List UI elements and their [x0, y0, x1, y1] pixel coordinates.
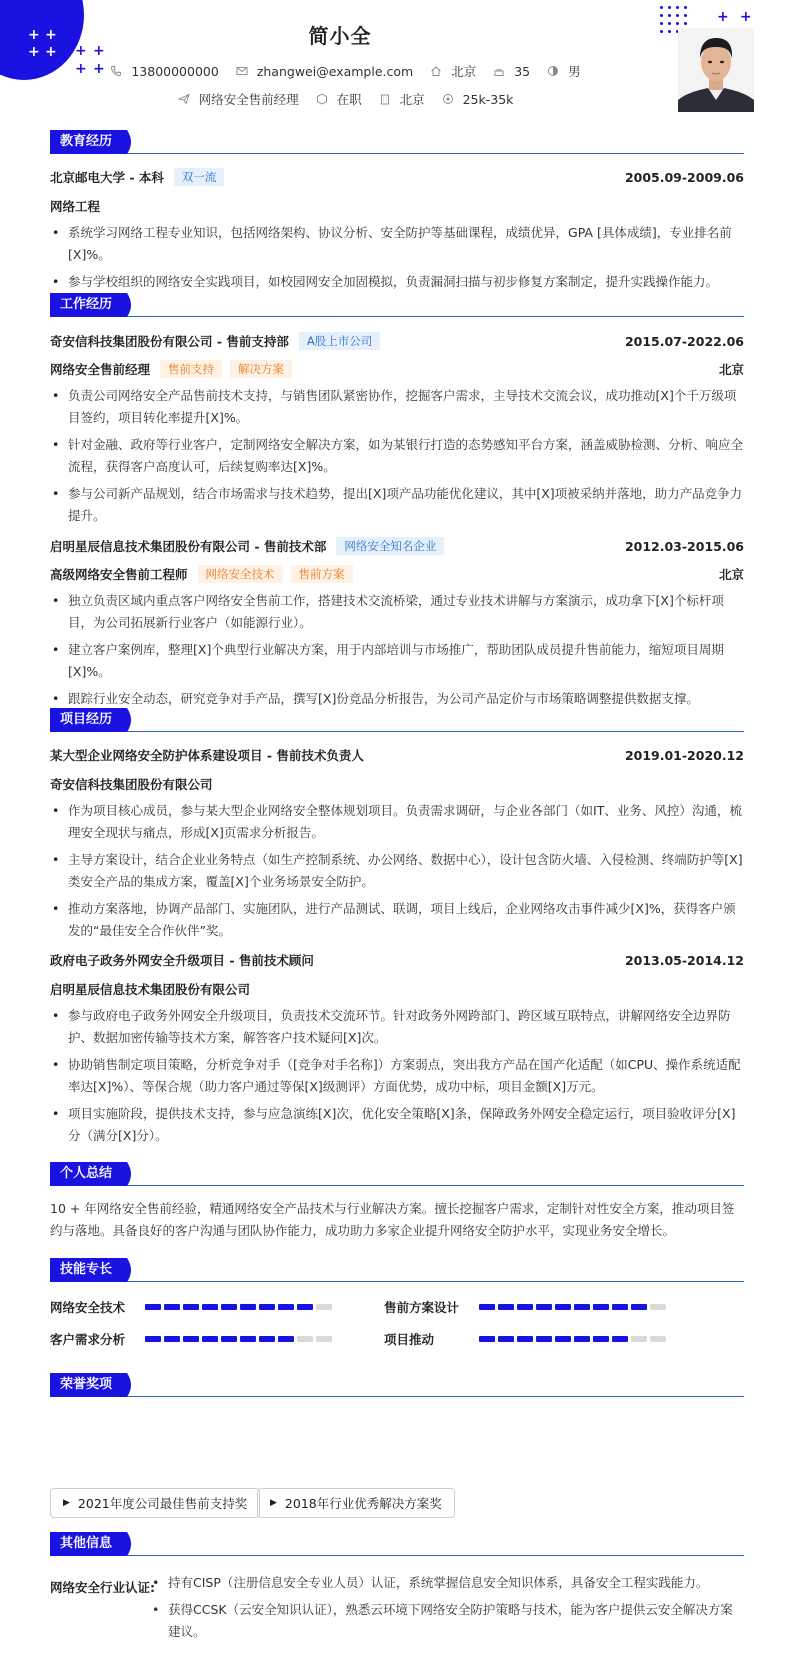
skill-level-segment	[517, 1304, 533, 1310]
section-summary	[50, 1162, 744, 1186]
section-tail	[121, 1162, 137, 1186]
list-item: • 参与公司新产品规划，结合市场需求与技术趋势，提出[X]项产品功能优化建议，其中[X]项被采纳并落地，助力产品竞争力提升。	[50, 483, 744, 527]
skill-level-segment	[574, 1336, 590, 1342]
skill-level-segment	[297, 1336, 313, 1342]
list-item: • 负责公司网络安全产品售前技术支持，与销售团队紧密协作，挖掘客户需求，主导技术交流会议，成功推动[X]个千万级项目签约，项目转化率提升[X]%。	[50, 385, 744, 429]
status-text: 在职	[336, 92, 362, 107]
home-icon	[429, 64, 443, 78]
skill-level-segment	[278, 1304, 294, 1310]
plus-icon: +	[717, 9, 729, 25]
section-tail	[121, 293, 137, 317]
skill-level-segment	[145, 1304, 161, 1310]
skill-bar	[479, 1336, 669, 1342]
project-company: 奇安信科技集团股份有限公司	[50, 777, 213, 792]
list-item: • 主导方案设计，结合企业业务特点（如生产控制系统、办公网络、数据中心），设计包含防火墙、入侵检测、终端防护等[X]类安全产品的集成方案，覆盖[X]个业务场景安全防护。	[50, 849, 744, 893]
section-tail	[121, 1373, 137, 1397]
job-tag: 售前支持	[160, 360, 222, 378]
email-text: zhangwei@example.com	[256, 63, 414, 79]
skill-bar	[145, 1336, 335, 1342]
skill-level-segment	[498, 1336, 514, 1342]
project-company-row	[50, 775, 744, 793]
skill-level-segment	[593, 1336, 609, 1342]
skill-level-segment	[498, 1304, 514, 1310]
phone-icon	[109, 64, 123, 78]
section-tail	[121, 130, 137, 154]
job-title-row	[50, 360, 744, 378]
gender-item	[546, 62, 581, 80]
section-title: 个人总结	[50, 1162, 122, 1186]
skill-item	[384, 1330, 669, 1348]
work-period: 2012.03-2015.06	[624, 538, 744, 554]
list-item: • 协助销售制定项目策略，分析竞争对手（[竞争对手名称]）方案弱点，突出我方产品在国产化适配（如CPU、操作系统适配率达[X]%）、等保合规（助力客户通过等保[X]级测评）方面优势，成功中标，项目金额[X]万元。	[50, 1054, 744, 1098]
skill-level-segment	[259, 1336, 275, 1342]
award-chip	[50, 1488, 260, 1518]
education-row	[50, 168, 744, 186]
plus-icon: +	[28, 27, 40, 43]
cake-icon	[492, 64, 506, 78]
award-label: 2021年度公司最佳售前支持奖	[77, 1496, 248, 1511]
job-tag: 解决方案	[230, 360, 292, 378]
job-title-row	[50, 565, 744, 583]
skill-level-segment	[650, 1304, 666, 1310]
skill-level-segment	[479, 1304, 495, 1310]
list-item: • 建立客户案例库，整理[X]个典型行业解决方案，用于内部培训与市场推广，帮助团队成员提升售前能力，缩短项目周期[X]%。	[50, 639, 744, 683]
project-bullets	[50, 800, 744, 947]
status-icon	[315, 92, 329, 106]
plus-icon: +	[740, 9, 752, 25]
plus-icon: +	[93, 61, 105, 77]
job-tag: 网络安全技术	[198, 565, 283, 583]
list-item: • 跟踪行业安全动态，研究竞争对手产品，撰写[X]份竞品分析报告，为公司产品定价与市场策略调整提供数据支撑。	[50, 688, 744, 710]
education-bullets	[50, 222, 744, 298]
resume-header	[0, 0, 794, 130]
age-text: 35	[514, 63, 531, 79]
candidate-name: 简小全	[308, 24, 372, 48]
skill-level-segment	[297, 1304, 313, 1310]
skill-level-segment	[536, 1336, 552, 1342]
skill-level-segment	[650, 1336, 666, 1342]
school-tag: 双一流	[174, 168, 225, 186]
project-company: 启明星辰信息技术集团股份有限公司	[50, 982, 251, 997]
list-item: • 推动方案落地，协调产品部门、实施团队，进行产品测试、联调，项目上线后，企业网络攻击事件减少[X]%，获得客户颁发的“最佳安全合作伙伴”奖。	[50, 898, 744, 942]
skill-level-segment	[221, 1336, 237, 1342]
avatar	[678, 28, 754, 112]
position-item	[177, 90, 299, 108]
building-icon	[378, 92, 392, 106]
section-skills	[50, 1258, 744, 1282]
gender-icon	[546, 64, 560, 78]
skill-level-segment	[593, 1304, 609, 1310]
skill-level-segment	[164, 1336, 180, 1342]
school-name: 北京邮电大学 - 本科	[50, 170, 164, 185]
skill-level-segment	[612, 1304, 628, 1310]
skill-level-segment	[631, 1336, 647, 1342]
job-row	[0, 90, 690, 108]
skill-label: 客户需求分析	[50, 1332, 126, 1347]
phone-item	[109, 64, 218, 79]
work-bullets	[50, 385, 744, 532]
salary-item	[441, 92, 514, 107]
section-title: 技能专长	[50, 1258, 122, 1282]
plus-icon: +	[28, 44, 40, 60]
project-company-row	[50, 980, 744, 998]
list-item: • 作为项目核心成员，参与某大型企业网络安全整体规划项目。负责需求调研，与企业各部门（如IT、业务、风控）沟通，梳理安全现状与痛点，形成[X]页需求分析报告。	[50, 800, 744, 844]
section-title: 荣誉奖项	[50, 1373, 122, 1397]
certification-list	[150, 1572, 744, 1648]
skill-level-segment	[517, 1336, 533, 1342]
play-icon: ▶	[270, 1498, 277, 1508]
work-row	[50, 332, 744, 350]
skill-level-segment	[240, 1304, 256, 1310]
award-chip	[257, 1488, 455, 1518]
skill-item	[50, 1330, 335, 1348]
section-title: 工作经历	[50, 293, 122, 317]
project-bullets	[50, 1005, 744, 1152]
job-tag: 售前方案	[291, 565, 353, 583]
skill-level-segment	[221, 1304, 237, 1310]
phone-text: 13800000000	[131, 63, 219, 79]
list-item: • 系统学习网络工程专业知识，包括网络架构、协议分析、安全防护等基础课程，成绩优异，GPA [具体成绩]，专业排名前[X]%。	[50, 222, 744, 266]
skill-level-segment	[183, 1304, 199, 1310]
skill-bar	[145, 1304, 335, 1310]
job-city: 北京	[718, 362, 744, 377]
list-item: • 持有CISP（注册信息安全专业人员）认证，系统掌握信息安全知识体系，具备安全工程实践能力。	[150, 1572, 744, 1594]
list-item: • 针对金融、政府等行业客户，定制网络安全解决方案，如为某银行打造的态势感知平台方案，涵盖威胁检测、分析、响应全流程，获得客户高度认可，后续复购率达[X]%。	[50, 434, 744, 478]
plus-icon: +	[45, 44, 57, 60]
work-bullets	[50, 590, 744, 715]
skill-level-segment	[555, 1304, 571, 1310]
education-period: 2005.09-2009.06	[624, 169, 744, 185]
section-awards	[50, 1373, 744, 1397]
company-tag: 网络安全知名企业	[336, 537, 444, 555]
target-city-item	[378, 90, 425, 108]
skill-level-segment	[202, 1304, 218, 1310]
section-tail	[121, 1532, 137, 1556]
summary-text: 10 + 年网络安全售前经验，精通网络安全产品技术与行业解决方案。擅长挖掘客户需求，定制针对性安全方案，推动项目签约与落地。具备良好的客户沟通与团队协作能力，成功助力多家企业提升网络安全防护水平，实现业务安全增长。	[50, 1201, 735, 1238]
section-tail	[121, 1258, 137, 1282]
section-title: 项目经历	[50, 708, 122, 732]
project-period: 2013.05-2014.12	[624, 952, 744, 968]
list-item: • 参与政府电子政务外网安全升级项目，负责技术交流环节。针对政务外网跨部门、跨区域互联特点，讲解网络安全边界防护、数据加密传输等技术方案，解答客户技术疑问[X]次。	[50, 1005, 744, 1049]
plus-icon: +	[45, 27, 57, 43]
section-work	[50, 293, 744, 317]
work-row	[50, 537, 744, 555]
age-item	[492, 64, 530, 79]
list-item: • 项目实施阶段，提供技术支持，参与应急演练[X]次，优化安全策略[X]条，保障政务外网安全稳定运行，项目验收评分[X]分（满分[X]分）。	[50, 1103, 744, 1147]
company-name: 启明星辰信息技术集团股份有限公司 - 售前技术部	[50, 539, 327, 554]
section-title: 教育经历	[50, 130, 122, 154]
location-item	[429, 62, 476, 80]
skill-level-segment	[536, 1304, 552, 1310]
section-tail	[121, 708, 137, 732]
project-name: 某大型企业网络安全防护体系建设项目 - 售前技术负责人	[50, 748, 364, 763]
job-city: 北京	[718, 567, 744, 582]
section-education	[50, 130, 744, 154]
skill-bar	[479, 1304, 669, 1310]
status-item	[315, 90, 362, 108]
skill-label: 网络安全技术	[50, 1300, 126, 1315]
skill-level-segment	[183, 1336, 199, 1342]
mail-icon	[235, 64, 249, 78]
section-other	[50, 1532, 744, 1556]
project-period: 2019.01-2020.12	[624, 747, 744, 763]
skill-level-segment	[631, 1304, 647, 1310]
location-text: 北京	[451, 64, 477, 79]
position-text: 网络安全售前经理	[198, 92, 299, 107]
section-projects	[50, 708, 744, 732]
plus-icon: +	[93, 43, 105, 59]
play-icon: ▶	[63, 1498, 70, 1508]
skill-level-segment	[240, 1336, 256, 1342]
skill-label: 售前方案设计	[384, 1300, 460, 1315]
skill-level-segment	[278, 1336, 294, 1342]
work-period: 2015.07-2022.06	[624, 333, 744, 349]
skill-level-segment	[555, 1336, 571, 1342]
skill-level-segment	[164, 1304, 180, 1310]
project-name: 政府电子政务外网安全升级项目 - 售前技术顾问	[50, 953, 314, 968]
skill-item	[384, 1298, 669, 1316]
plus-icon: +	[75, 61, 87, 77]
coin-icon	[441, 92, 455, 106]
major-name: 网络工程	[50, 199, 101, 214]
skill-level-segment	[316, 1336, 332, 1342]
send-icon	[177, 92, 191, 106]
project-row	[50, 951, 744, 969]
skill-level-segment	[316, 1304, 332, 1310]
certification-label: 网络安全行业认证:	[50, 1580, 155, 1595]
skill-level-segment	[145, 1336, 161, 1342]
email-item	[235, 64, 413, 79]
skill-item	[50, 1298, 335, 1316]
job-title: 网络安全售前经理	[50, 362, 151, 377]
skill-level-segment	[202, 1336, 218, 1342]
company-tag: A股上市公司	[299, 332, 380, 350]
skill-level-segment	[612, 1336, 628, 1342]
major-row	[50, 197, 744, 215]
plus-icon: +	[75, 43, 87, 59]
company-name: 奇安信科技集团股份有限公司 - 售前支持部	[50, 334, 289, 349]
skill-level-segment	[479, 1336, 495, 1342]
skill-level-segment	[574, 1304, 590, 1310]
skill-level-segment	[259, 1304, 275, 1310]
list-item: • 独立负责区域内重点客户网络安全售前工作，搭建技术交流桥梁，通过专业技术讲解与方案演示，成功拿下[X]个标杆项目，为公司拓展新行业客户（如能源行业）。	[50, 590, 744, 634]
job-title: 高级网络安全售前工程师	[50, 567, 188, 582]
salary-text: 25k-35k	[462, 91, 514, 107]
project-row	[50, 746, 744, 764]
section-title: 其他信息	[50, 1532, 122, 1556]
target-city-text: 北京	[399, 92, 425, 107]
award-label: 2018年行业优秀解决方案奖	[284, 1496, 442, 1511]
contact-row	[0, 62, 690, 80]
list-item: • 获得CCSK（云安全知识认证），熟悉云环境下网络安全防护策略与技术，能为客户提供云安全解决方案建议。	[150, 1599, 744, 1643]
skill-label: 项目推动	[384, 1332, 435, 1347]
gender-text: 男	[568, 64, 581, 79]
list-item: • 参与学校组织的网络安全实践项目，如校园网安全加固模拟，负责漏洞扫描与初步修复方案制定，提升实践操作能力。	[50, 271, 744, 293]
